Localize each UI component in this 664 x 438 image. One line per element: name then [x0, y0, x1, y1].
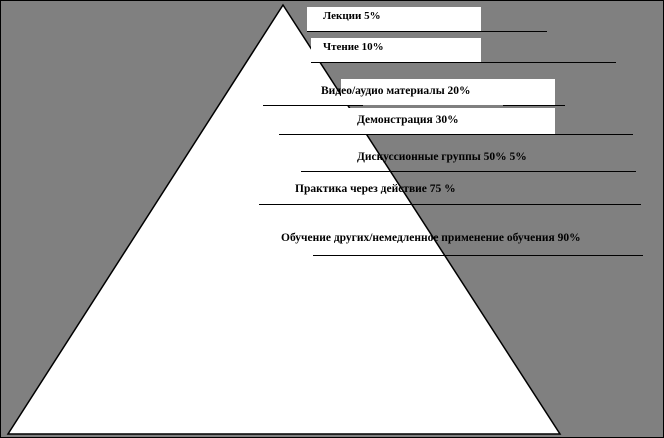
- level-label-5: Дискуссионные группы 50% 5%: [357, 151, 527, 163]
- rule-2: [311, 62, 616, 63]
- level-label-7: Обучение других/немедленное применение обучения 90%: [281, 232, 581, 244]
- level-label-6: Практика через действие 75 %: [295, 183, 456, 195]
- level-label-4: Демонстрация 30%: [357, 114, 459, 126]
- rule-7: [313, 255, 643, 256]
- rule-4: [279, 134, 633, 135]
- rule-6: [259, 204, 641, 205]
- level-label-2: Чтение 10%: [323, 41, 384, 53]
- level-label-1: Лекции 5%: [323, 10, 381, 22]
- rule-3a: [263, 105, 363, 106]
- rule-1: [307, 31, 547, 32]
- level-label-3: Видео/аудио материалы 20%: [321, 85, 471, 97]
- pyramid-shape: [1, 1, 664, 438]
- rule-5: [301, 171, 636, 172]
- rule-3b: [503, 105, 565, 106]
